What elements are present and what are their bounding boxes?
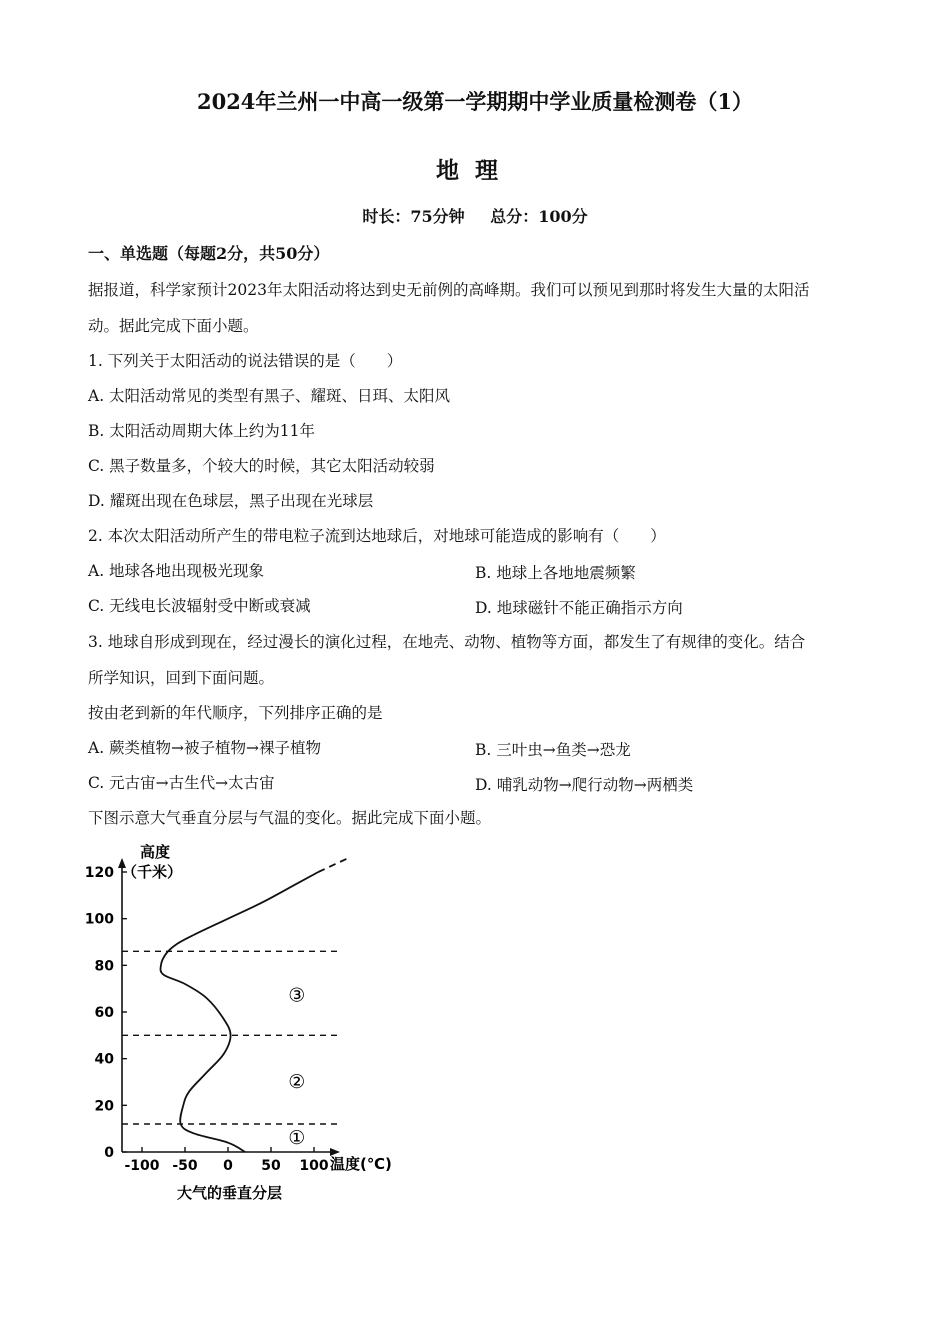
q1-option-b: B. 太阳活动周期大体上约为11年 bbox=[88, 422, 315, 440]
layer-label: ② bbox=[288, 1071, 306, 1093]
q1-option-d: D. 耀斑出现在色球层，黑子出现在光球层 bbox=[88, 492, 374, 510]
duration: 时长：75分钟 bbox=[362, 207, 465, 226]
q3-option-d: D. 哺乳动物→爬行动物→两栖类 bbox=[475, 776, 694, 794]
chart-caption: 大气的垂直分层 bbox=[177, 1184, 283, 1202]
section-heading: 一、单选题（每题2分，共50分） bbox=[88, 244, 330, 263]
q2-option-c: C. 无线电长波辐射受中断或衰减 bbox=[88, 597, 311, 615]
exam-title: 2024年兰州一中高一级第一学期期中学业质量检测卷（1） bbox=[196, 89, 754, 114]
atmosphere-chart bbox=[80, 838, 410, 1213]
temperature-curve bbox=[160, 872, 318, 1152]
q1-stem: 1. 下列关于太阳活动的说法错误的是（ ） bbox=[88, 352, 403, 370]
q3-option-b: B. 三叶虫→鱼类→恐龙 bbox=[475, 741, 631, 759]
y-tick-label: 120 bbox=[84, 865, 114, 881]
exam-meta bbox=[0, 204, 950, 227]
temperature-curve-extension bbox=[318, 858, 348, 872]
x-tick-label: 100 bbox=[299, 1158, 329, 1174]
q2-option-d: D. 地球磁针不能正确指示方向 bbox=[475, 599, 683, 617]
atmosphere-chart-svg bbox=[80, 838, 410, 1213]
x-tick-label: -50 bbox=[172, 1158, 198, 1174]
layer-label: ① bbox=[288, 1127, 306, 1149]
q3-prompt: 按由老到新的年代顺序，下列排序正确的是 bbox=[88, 704, 383, 722]
total-score: 总分：100分 bbox=[490, 207, 588, 226]
passage1-line2: 动。据此完成下面小题。 bbox=[88, 317, 259, 335]
y-tick-label: 60 bbox=[94, 1005, 114, 1021]
passage2: 下图示意大气垂直分层与气温的变化。据此完成下面小题。 bbox=[88, 809, 492, 827]
y-axis-unit: （千米） bbox=[122, 863, 183, 881]
passage1-line1: 据报道，科学家预计2023年太阳活动将达到史无前例的高峰期。我们可以预见到那时将发生大量的太阳活 bbox=[88, 281, 810, 299]
y-tick-label: 0 bbox=[104, 1145, 114, 1161]
layer-label: ③ bbox=[288, 984, 306, 1007]
x-tick-label: 50 bbox=[261, 1158, 281, 1174]
q1-option-a: A. 太阳活动常见的类型有黑子、耀斑、日珥、太阳风 bbox=[88, 387, 451, 405]
q3-stem-line2: 所学知识，回到下面问题。 bbox=[88, 669, 275, 687]
q3-option-c: C. 元古宙→古生代→太古宙 bbox=[88, 774, 275, 792]
x-axis-label: 温度(℃) bbox=[330, 1155, 392, 1173]
q3-stem-line1: 3. 地球自形成到现在，经过漫长的演化过程，在地壳、动物、植物等方面，都发生了有规律的变化。结合 bbox=[88, 633, 806, 651]
subject-title: 地理 bbox=[436, 157, 514, 184]
x-tick-label: 0 bbox=[223, 1158, 233, 1174]
q1-option-c: C. 黑子数量多，个较大的时候，其它太阳活动较弱 bbox=[88, 457, 435, 475]
y-tick-label: 40 bbox=[94, 1051, 114, 1068]
q2-option-b: B. 地球上各地地震频繁 bbox=[475, 564, 636, 582]
q2-stem: 2. 本次太阳活动所产生的带电粒子流到达地球后，对地球可能造成的影响有（ ） bbox=[88, 527, 666, 545]
q2-option-a: A. 地球各地出现极光现象 bbox=[88, 562, 265, 580]
y-tick-label: 80 bbox=[94, 958, 114, 975]
y-tick-label: 20 bbox=[94, 1098, 114, 1115]
y-tick-label: 100 bbox=[84, 911, 114, 928]
x-tick-label: -100 bbox=[124, 1158, 160, 1174]
y-axis-label: 高度 bbox=[140, 843, 171, 861]
q3-option-a: A. 蕨类植物→被子植物→裸子植物 bbox=[88, 739, 322, 757]
